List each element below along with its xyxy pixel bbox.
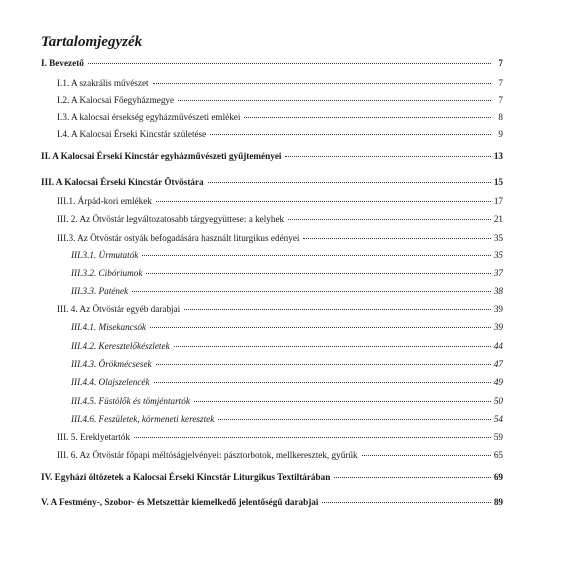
toc-entry-page-number: 54 bbox=[493, 414, 503, 424]
toc-leader-dots bbox=[132, 290, 491, 292]
toc-entry-page-number: 39 bbox=[493, 322, 503, 332]
toc-entry[interactable] bbox=[41, 377, 503, 387]
toc-entry-label: IV. Egyházi öltözetek a Kalocsai Érseki Kincstár Liturgikus Textiltárában bbox=[41, 472, 331, 482]
toc-leader-dots bbox=[178, 99, 491, 101]
toc-entry-label: III.4.2. Keresztelőkészletek bbox=[71, 341, 170, 351]
toc-entry-page-number: 9 bbox=[498, 129, 503, 139]
toc-entry-label: III.3. Az Ötvöstár ostyák befogadására használt liturgikus edényei bbox=[57, 233, 300, 243]
toc-entry-page-number: 38 bbox=[493, 286, 503, 296]
toc-leader-dots bbox=[88, 62, 491, 64]
toc-entry-label: V. A Festmény-, Szobor- és Metszettár kiemelkedő jelentőségű darabjai bbox=[41, 497, 319, 507]
toc-entry-label: I.3. A kalocsai érsekség egyházművészeti emlékei bbox=[57, 112, 241, 122]
toc-entry-page-number: 49 bbox=[493, 377, 503, 387]
toc-entry-page-number: 35 bbox=[493, 250, 503, 260]
toc-leader-dots bbox=[150, 326, 491, 328]
toc-entry-label: I.1. A szakrális művészet bbox=[57, 78, 149, 88]
toc-entry-page-number: 21 bbox=[493, 214, 503, 224]
toc-entry[interactable] bbox=[41, 304, 503, 314]
toc-entry[interactable] bbox=[41, 233, 503, 243]
toc-entry[interactable] bbox=[41, 78, 503, 88]
toc-entry-label: III.4.5. Füstölők és tömjéntartók bbox=[71, 396, 190, 406]
toc-leader-dots bbox=[303, 237, 491, 239]
toc-entry[interactable] bbox=[41, 151, 503, 161]
toc-entry[interactable] bbox=[41, 341, 503, 351]
toc-entry-page-number: 15 bbox=[493, 177, 503, 187]
toc-leader-dots bbox=[156, 363, 491, 365]
toc-entry-label: I.4. A Kalocsai Érseki Kincstár születése bbox=[57, 129, 207, 139]
toc-entry[interactable] bbox=[41, 286, 503, 296]
toc-entry-page-number: 47 bbox=[493, 359, 503, 369]
toc-leader-dots bbox=[362, 454, 491, 456]
toc-entry-label: III.1. Árpád-kori emlékek bbox=[57, 196, 152, 206]
toc-entry[interactable] bbox=[41, 250, 503, 260]
toc-entry-label: III. A Kalocsai Érseki Kincstár Ötvöstára bbox=[41, 177, 204, 187]
toc-leader-dots bbox=[285, 155, 491, 157]
toc-entry[interactable] bbox=[41, 112, 503, 122]
toc-entry-page-number: 8 bbox=[498, 112, 503, 122]
toc-entry[interactable] bbox=[41, 177, 503, 187]
toc-entry-page-number: 59 bbox=[493, 432, 503, 442]
toc-entry[interactable] bbox=[41, 432, 503, 442]
toc-leader-dots bbox=[210, 133, 491, 135]
toc-entry-page-number: 35 bbox=[493, 233, 503, 243]
toc-entry-page-number: 65 bbox=[493, 450, 503, 460]
toc-entry-label: III. 4. Az Ötvöstár egyéb darabjai bbox=[57, 304, 181, 314]
toc-leader-dots bbox=[153, 82, 491, 84]
toc-entry[interactable] bbox=[41, 450, 503, 460]
toc-title: Tartalomjegyzék bbox=[41, 34, 143, 50]
toc-entry-page-number: 37 bbox=[493, 268, 503, 278]
toc-leader-dots bbox=[218, 418, 491, 420]
toc-entry[interactable] bbox=[41, 396, 503, 406]
toc-entry-label: III.4.3. Örökmécsesek bbox=[71, 359, 152, 369]
toc-entry-label: III.3.2. Cibóriumok bbox=[71, 268, 143, 278]
toc-leader-dots bbox=[244, 116, 491, 118]
toc-leader-dots bbox=[194, 400, 491, 402]
toc-entry[interactable] bbox=[41, 414, 503, 424]
toc-entry-label: III. 6. Az Ötvöstár főpapi méltóságjelvényei: pásztorbotok, mellkeresztek, gyűrűk bbox=[57, 450, 358, 460]
toc-entry-label: III. 2. Az Ötvöstár legváltozatosabb tárgyegyüttese: a kelyhek bbox=[57, 214, 285, 224]
toc-leader-dots bbox=[174, 345, 491, 347]
toc-leader-dots bbox=[184, 308, 491, 310]
toc-entry-label: I. Bevezető bbox=[41, 58, 84, 68]
toc-entry-page-number: 13 bbox=[493, 151, 503, 161]
toc-entry-page-number: 89 bbox=[493, 497, 503, 507]
toc-entry-label: III. 5. Ereklyetartók bbox=[57, 432, 130, 442]
toc-leader-dots bbox=[288, 218, 491, 220]
toc-entry-label: III.4.4. Olajszelencék bbox=[71, 377, 150, 387]
toc-leader-dots bbox=[208, 181, 491, 183]
toc-entry-label: III.3.3. Patének bbox=[71, 286, 129, 296]
toc-leader-dots bbox=[142, 254, 491, 256]
toc-entry[interactable] bbox=[41, 58, 503, 68]
toc-entry-page-number: 44 bbox=[493, 341, 503, 351]
toc-entry-label: III.4.6. Feszületek, körmeneti keresztek bbox=[71, 414, 215, 424]
toc-leader-dots bbox=[322, 501, 491, 503]
toc-entry-label: III.3.1. Úrmutatók bbox=[71, 250, 139, 260]
toc-entry[interactable] bbox=[41, 268, 503, 278]
toc-entry-page-number: 69 bbox=[493, 472, 503, 482]
toc-leader-dots bbox=[156, 200, 491, 202]
toc-entry-page-number: 7 bbox=[498, 78, 503, 88]
toc-entry-page-number: 39 bbox=[493, 304, 503, 314]
toc-entry[interactable] bbox=[41, 472, 503, 482]
toc-entry-page-number: 7 bbox=[498, 58, 503, 68]
toc-entry[interactable] bbox=[41, 322, 503, 332]
toc-entry[interactable] bbox=[41, 95, 503, 105]
document-page bbox=[41, 33, 503, 507]
toc-entry-label: I.2. A Kalocsai Főegyházmegye bbox=[57, 95, 175, 105]
toc-entry-label: II. A Kalocsai Érseki Kincstár egyházművészeti gyűjteményei bbox=[41, 151, 282, 161]
toc-entry[interactable] bbox=[41, 497, 503, 507]
toc-entry-label: III.4.1. Misekancsók bbox=[71, 322, 147, 332]
toc-leader-dots bbox=[146, 272, 491, 274]
toc-leader-dots bbox=[154, 381, 491, 383]
toc-leader-dots bbox=[134, 436, 491, 438]
toc-entry[interactable] bbox=[41, 214, 503, 224]
toc-leader-dots bbox=[334, 476, 491, 478]
toc-entry[interactable] bbox=[41, 359, 503, 369]
toc-entry-page-number: 50 bbox=[493, 396, 503, 406]
toc-entry[interactable] bbox=[41, 196, 503, 206]
toc-entry[interactable] bbox=[41, 129, 503, 139]
toc-entry-page-number: 17 bbox=[493, 196, 503, 206]
toc-entry-page-number: 7 bbox=[498, 95, 503, 105]
